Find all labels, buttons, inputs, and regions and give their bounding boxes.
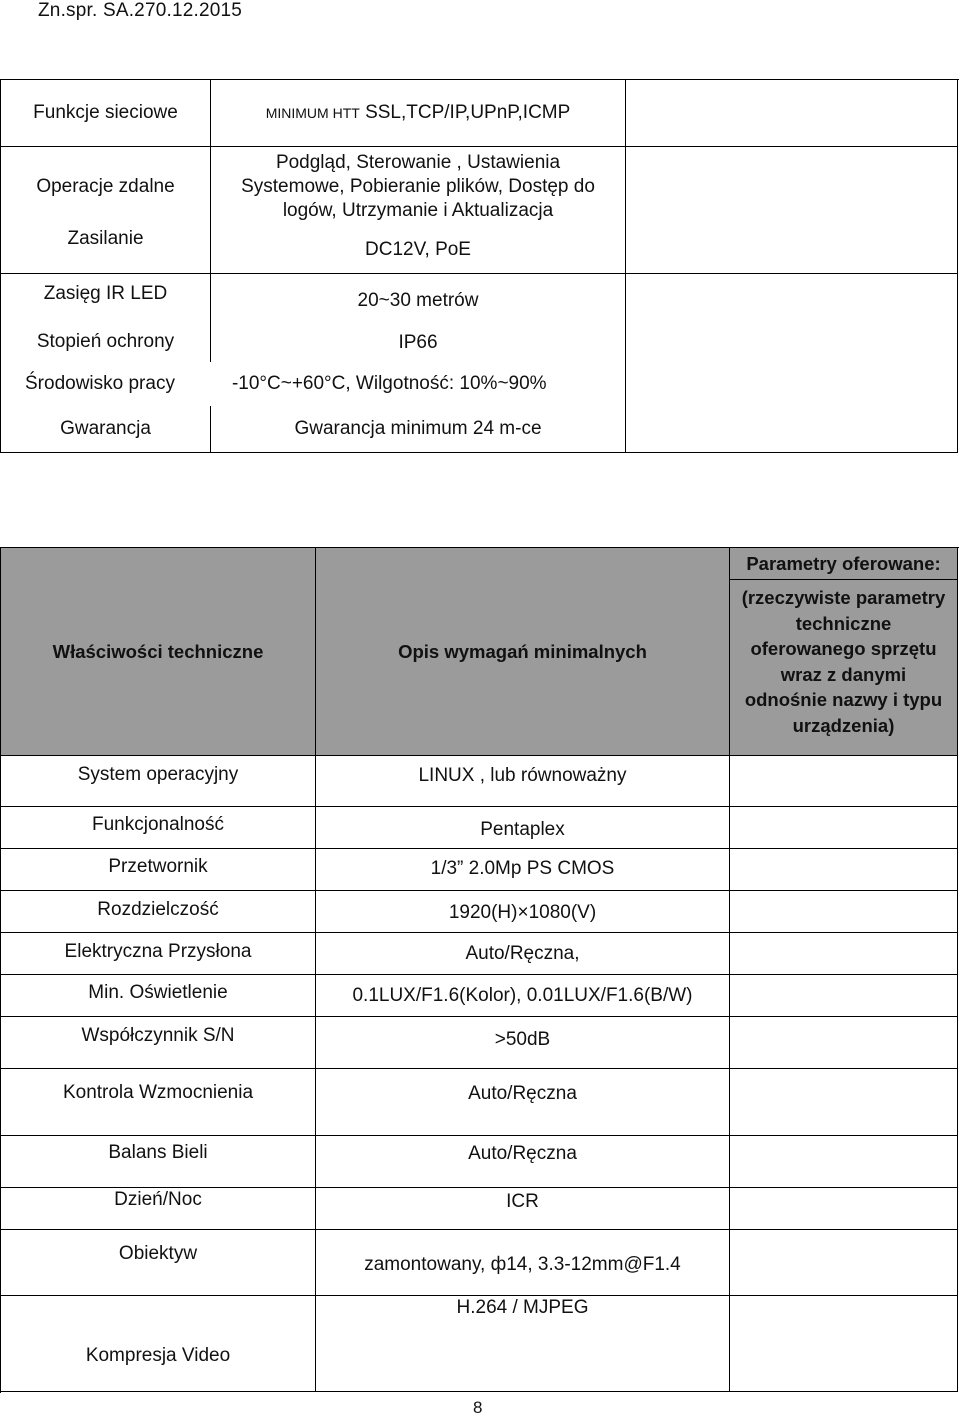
offered-operating-system xyxy=(730,756,958,807)
value-warranty: Gwarancja minimum 24 m-ce xyxy=(211,406,626,453)
value-protection-rating: IP66 xyxy=(211,322,626,362)
label-lens: Obiektyw xyxy=(1,1230,316,1296)
offered-parameters-note: (rzeczywiste parametry techniczne oferowanego sprzętu wraz z danymi odnośnie nazwy i typu urządzenia) xyxy=(741,587,946,736)
value-sensor: 1/3” 2.0Mp PS CMOS xyxy=(316,849,730,891)
value-functionality: Pentaplex xyxy=(316,807,730,849)
offered-video-compression xyxy=(730,1296,958,1392)
value-operating-system: LINUX , lub równoważny xyxy=(316,756,730,807)
value-ir-range: 20~30 metrów xyxy=(211,274,626,322)
label-day-night: Dzień/Noc xyxy=(1,1188,316,1230)
value-white-balance: Auto/Ręczna xyxy=(316,1136,730,1188)
offered-parameters-title: Parametry oferowane: xyxy=(730,548,957,580)
label-signal-noise: Współczynnik S/N xyxy=(1,1017,316,1069)
label-warranty: Gwarancja xyxy=(1,406,211,453)
offered-network-functions xyxy=(626,80,958,147)
value-day-night: ICR xyxy=(316,1188,730,1230)
offered-functionality xyxy=(730,807,958,849)
page-number: 8 xyxy=(473,1398,483,1417)
label-min-illumination: Min. Oświetlenie xyxy=(1,975,316,1017)
offered-resolution xyxy=(730,891,958,933)
header-technical-properties: Właściwości techniczne xyxy=(1,548,316,756)
offered-ir-range xyxy=(626,274,958,322)
label-resolution: Rozdzielczość xyxy=(1,891,316,933)
offered-sensor xyxy=(730,849,958,891)
offered-day-night xyxy=(730,1188,958,1230)
offered-signal-noise xyxy=(730,1017,958,1069)
document-reference: Zn.spr. SA.270.12.2015 xyxy=(38,0,243,21)
label-power: Zasilanie xyxy=(1,227,211,274)
header-minimum-requirements: Opis wymagań minimalnych xyxy=(316,548,730,756)
value-min-illumination: 0.1LUX/F1.6(Kolor), 0.01LUX/F1.6(B/W) xyxy=(316,975,730,1017)
label-operating-environment: Środowisko pracy xyxy=(25,373,175,394)
value-resolution: 1920(H)×1080(V) xyxy=(316,891,730,933)
label-ir-range: Zasięg IR LED xyxy=(1,274,211,322)
label-functionality: Funkcjonalność xyxy=(1,807,316,849)
value-lens: zamontowany, ф14, 3.3-12mm@F1.4 xyxy=(316,1230,730,1296)
offered-gain-control xyxy=(730,1069,958,1136)
label-sensor: Przetwornik xyxy=(1,849,316,891)
value-remote-operations: Podgląd, Sterowanie , Ustawienia Systemowe, Pobieranie plików, Dostęp do logów, Utrzymanie i Aktualizacja xyxy=(211,147,626,227)
value-electric-iris: Auto/Ręczna, xyxy=(316,933,730,975)
label-white-balance: Balans Bieli xyxy=(1,1136,316,1188)
label-remote-operations: Operacje zdalne xyxy=(1,147,211,227)
offered-protection-rating xyxy=(626,322,958,362)
label-network-functions: Funkcje sieciowe xyxy=(1,80,211,147)
label-operating-system: System operacyjny xyxy=(1,756,316,807)
label-protection-rating: Stopień ochrony xyxy=(1,322,211,362)
value-operating-environment: -10°C~+60°C, Wilgotność: 10%~90% xyxy=(231,373,547,394)
offered-min-illumination xyxy=(730,975,958,1017)
value-gain-control: Auto/Ręczna xyxy=(316,1069,730,1136)
value-power: DC12V, PoE xyxy=(211,227,626,274)
offered-operating-environment xyxy=(626,362,958,406)
offered-electric-iris xyxy=(730,933,958,975)
label-video-compression: Kompresja Video xyxy=(1,1296,316,1392)
label-electric-iris: Elektryczna Przysłona xyxy=(1,933,316,975)
header-offered-parameters xyxy=(730,548,958,756)
value-network-functions: MINIMUM HTT SSL,TCP/IP,UPnP,ICMP xyxy=(211,80,626,147)
offered-remote-operations xyxy=(626,147,958,274)
value-video-compression: H.264 / MJPEG xyxy=(316,1296,730,1392)
offered-lens xyxy=(730,1230,958,1296)
row-operating-environment xyxy=(1,362,626,406)
label-gain-control: Kontrola Wzmocnienia xyxy=(1,1069,316,1136)
value-signal-noise: >50dB xyxy=(316,1017,730,1069)
offered-white-balance xyxy=(730,1136,958,1188)
offered-warranty xyxy=(626,406,958,453)
